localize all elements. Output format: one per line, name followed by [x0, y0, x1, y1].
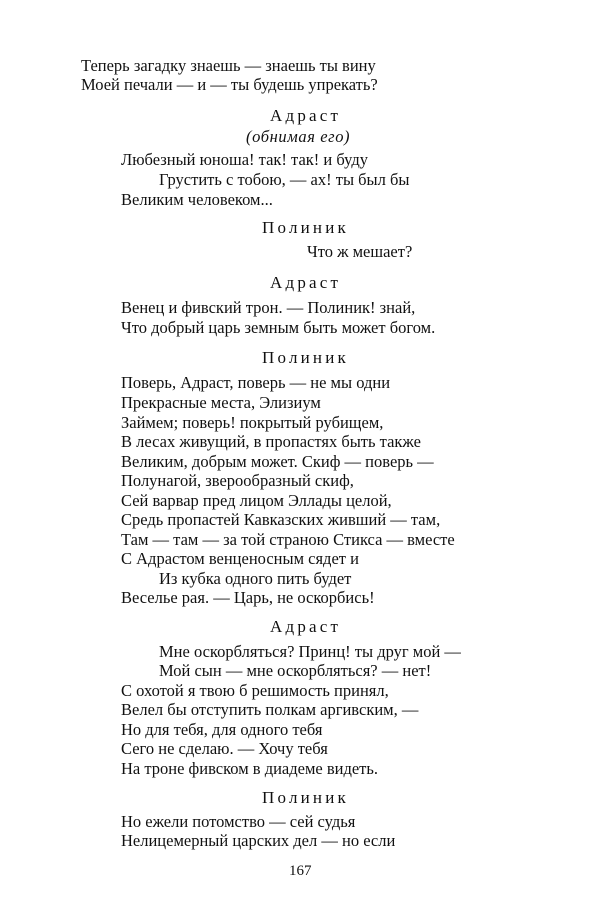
verse-line: Нелицемерный царских дел — но если: [121, 831, 396, 850]
verse-line: Средь пропастей Кавказских живший — там,: [121, 510, 441, 529]
speaker-name: Адраст: [270, 617, 342, 636]
verse-line: Венец и фивский трон. — Полиник! знай,: [121, 298, 416, 317]
verse-line: Велел бы отступить полкам аргивским, —: [121, 700, 419, 719]
verse-line: Там — там — за той страною Стикса — вместе: [121, 530, 455, 549]
verse-line: На троне фивском в диадеме видеть.: [121, 759, 379, 778]
verse-line: Из кубка одного пить будет: [159, 569, 352, 588]
verse-line: Сего не сделаю. — Хочу тебя: [121, 739, 328, 758]
speaker-name: Полиник: [262, 218, 349, 237]
verse-line: Любезный юноша! так! так! и буду: [121, 150, 368, 169]
speaker-name: Полиник: [262, 788, 349, 807]
speaker-name: Полиник: [262, 348, 349, 367]
verse-line: В лесах живущий, в пропастях быть также: [121, 432, 421, 451]
verse-line: Прекрасные места, Элизиум: [121, 393, 321, 412]
verse-line: Мне оскорбляться? Принц! ты друг мой —: [159, 642, 461, 661]
verse-line: Сей варвар пред лицом Эллады целой,: [121, 491, 392, 510]
speaker-name: Адраст: [270, 273, 342, 292]
page-number: 167: [289, 863, 312, 879]
stage-direction: (обнимая его): [246, 127, 351, 146]
verse-line: Поверь, Адраст, поверь — не мы одни: [121, 373, 391, 392]
verse-line: Теперь загадку знаешь — знаешь ты вину: [81, 56, 376, 75]
verse-line: Полунагой, зверообразный скиф,: [121, 471, 354, 490]
verse-line: Моей печали — и — ты будешь упрекать?: [81, 75, 378, 94]
verse-line: Великим, добрым может. Скиф — поверь —: [121, 452, 434, 471]
verse-line: Мой сын — мне оскорбляться? — нет!: [159, 661, 432, 680]
speaker-name: Адраст: [270, 106, 342, 125]
verse-line: Грустить с тобою, — ах! ты был бы: [159, 170, 410, 189]
verse-line: Займем; поверь! покрытый рубищем,: [121, 413, 384, 432]
verse-line: Но для тебя, для одного тебя: [121, 720, 323, 739]
verse-line: Веселье рая. — Царь, не оскорбись!: [121, 588, 375, 607]
verse-line: Но ежели потомство — сей судья: [121, 812, 356, 831]
verse-line: С Адрастом венценосным сядет и: [121, 549, 359, 568]
verse-line: С охотой я твою б решимость принял,: [121, 681, 389, 700]
verse-line: Великим человеком...: [121, 190, 273, 209]
verse-line: Что добрый царь земным быть может богом.: [121, 318, 436, 337]
verse-line: Что ж мешает?: [307, 242, 413, 261]
